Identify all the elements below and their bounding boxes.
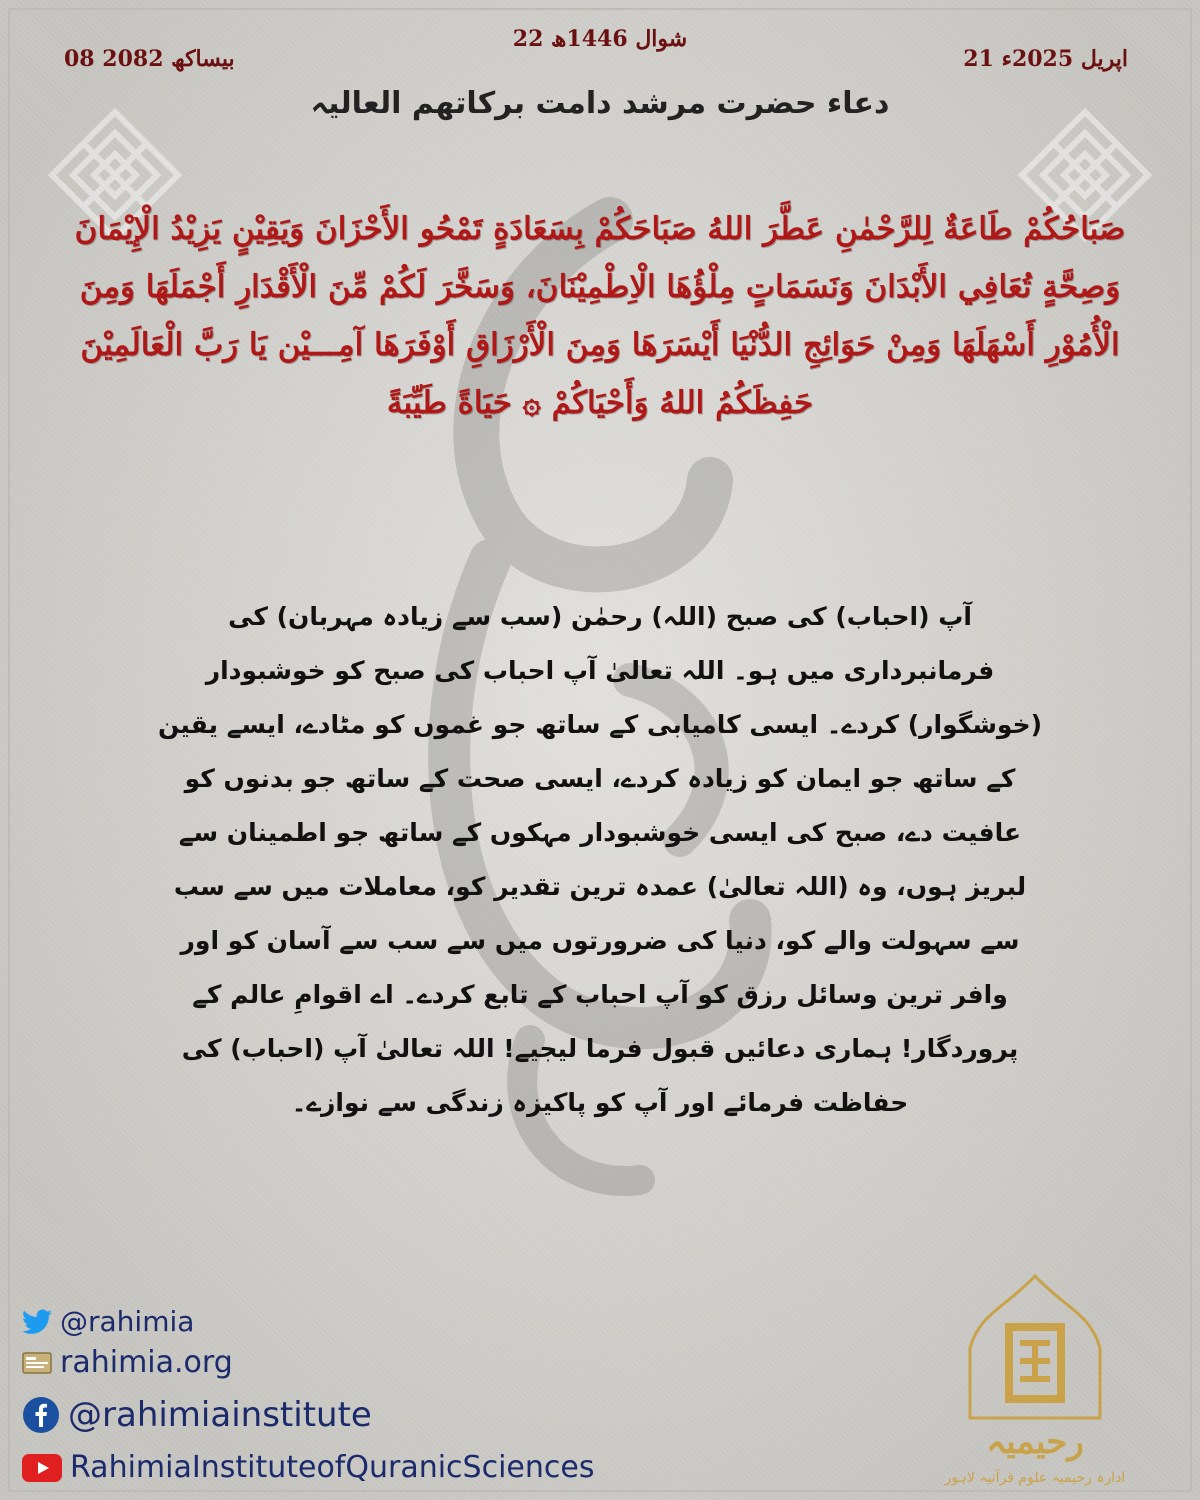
- youtube-icon: [22, 1454, 62, 1482]
- logo-text: رحیمیہ: [986, 1422, 1084, 1462]
- twitter-handle: @rahimia: [60, 1305, 195, 1338]
- youtube-link[interactable]: [22, 1450, 594, 1485]
- youtube-channel: RahimiaInstituteofQuranicSciences: [70, 1450, 595, 1485]
- logo-subtext: ادارہ رحیمیہ علوم قرآنیہ لاہور: [944, 1470, 1126, 1486]
- twitter-icon: [22, 1309, 52, 1335]
- twitter-link[interactable]: [22, 1305, 194, 1338]
- website-link[interactable]: [22, 1345, 233, 1380]
- website-url: rahimia.org: [60, 1345, 233, 1380]
- arabic-dua-text: صَبَاحُكُمْ طَاعَةٌ لِلرَّحْمٰنِ عَطَّرَ اللهُ صَبَاحَكُمْ بِسَعَادَةٍ تَمْحُو الأَحْزَانَ وَيَقِيْنٍ يَزِيْدُ الْإِيْمَانَ وَصِحَّةٍ تُعَافِي الأَبْدَانَ وَنَسَمَاتٍ مِلْؤُهَا الْاِطْمِيْنَانَ، وَسَخَّرَ لَكُمْ مِّنَ الْأَقْدَارِ أَجْمَلَهَا وَمِنَ الْأُمُوْرِ أَسْهَلَهَا وَمِنْ حَوَائِجِ الدُّنْيَا أَيْسَرَهَا وَمِنَ الْأَرْزَاقِ أَوْفَرَهَا آمِـــيْن يَا رَبَّ الْعَالَمِيْنَ حَفِظَكُمُ اللهُ وَأَحْيَاكُمْ ۞ حَيَاةً طَيِّبَةً: [74, 211, 1126, 421]
- hijri-date: 22 شوال 1446ھ: [512, 26, 688, 52]
- page-title: دعاء حضرت مرشد دامت برکاتھم العالیہ: [310, 86, 890, 121]
- web-icon: [22, 1351, 52, 1375]
- facebook-handle: @rahimiainstitute: [68, 1395, 372, 1435]
- urdu-translation-text: آپ (احباب) کی صبح (اللہ) رحمٰن (سب سے زیادہ مہربان) کی فرمانبرداری میں ہو۔ اللہ تعالیٰ آپ احباب کی صبح کو خوشبودار (خوشگوار) کردے۔ ایسی کامیابی کے ساتھ جو غموں کو مٹادے، ایسے یقین کے ساتھ جو ایمان کو زیادہ کردے، ایسی صحت کے ساتھ جو بدنوں کو عافیت دے، صبح کی ایسی خوشبودار مہکوں کے ساتھ جو اطمینان سے لبریز ہوں، وہ (اللہ تعالیٰ) عمدہ ترین تقدیر کو، معاملات میں سے سب سے سہولت والے کو، دنیا کی ضرورتوں میں سے سب سے آسان کو اور وافر ترین وسائل رزق کو آپ احباب کے تابع کردے۔ اے اقوامِ عالم کے پروردگار! ہماری دعائیں قبول فرما لیجیے! اللہ تعالیٰ آپ (احباب) کی حفاظت فرمائے اور آپ کو پاکیزہ زندگی سے نوازے۔: [157, 602, 1043, 1117]
- bikrami-date: 08 بیساکھ 2082: [64, 46, 235, 72]
- rahimia-logo-icon: [910, 1268, 1160, 1493]
- facebook-link[interactable]: [22, 1395, 372, 1435]
- facebook-icon: [22, 1396, 60, 1434]
- gregorian-date: 21 اپریل 2025ء: [963, 46, 1128, 72]
